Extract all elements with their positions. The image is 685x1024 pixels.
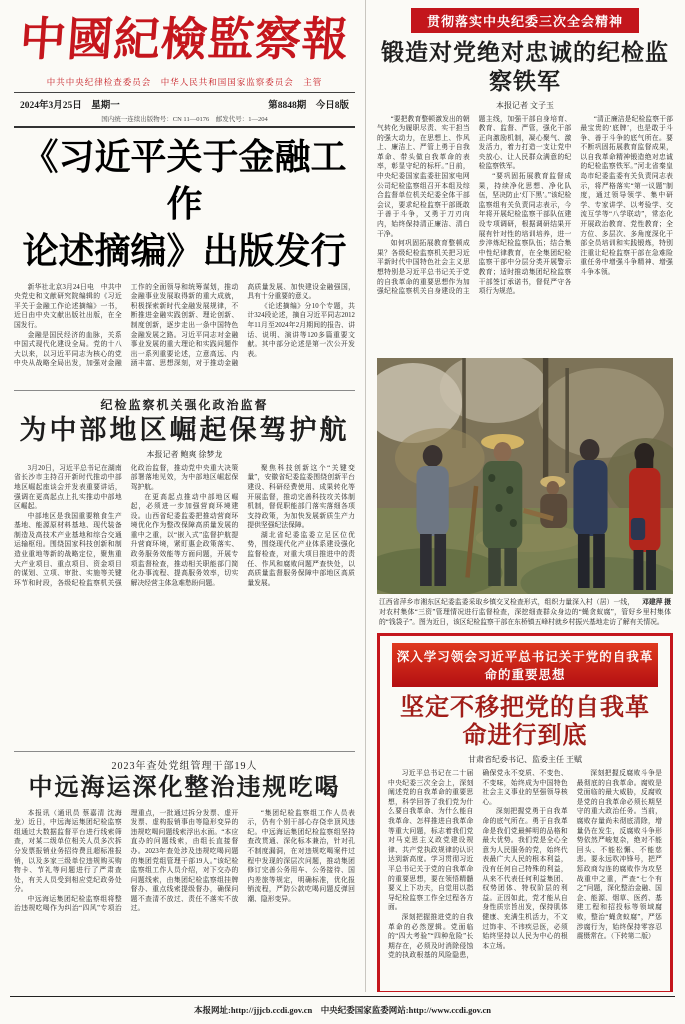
masthead-publication-number: 国内统一连续出版物号：CN 11—0176 邮发代号：1—204 bbox=[101, 116, 268, 124]
article-cosco-kicker: 2023年查处党组管理干部19人 bbox=[111, 760, 258, 772]
news-photo-image bbox=[377, 358, 673, 594]
article-paragraph: “要巩固拓展教育监督成果，持续净化思想、净化队伍，坚决防止‘灯下黑’。”该纪检监察组有关负责同志表示，今年将开展纪检监察干部队伍建设专项调研，根据调研结果开展有针对性的培训培养，进一步淬炼纪检监察队伍；结合集中性纪律教育，在全集团纪检监察干部中分层分类开展警示教育；适时推动集团纪检监察干部签订承诺书，督促严守各项行为规范。 bbox=[478, 173, 572, 296]
masthead-title: 中國紀檢監察報 bbox=[18, 14, 351, 65]
article-finance-excerpts bbox=[14, 134, 355, 382]
article-paragraph: 湖北省纪委监委立足区位优势，围绕现代化产业体系建设强化监督检查，对重大项目推进中的责任、作风和腐败问题严查快处，以高质量监督服务保障中部地区高质量发展。 bbox=[247, 531, 355, 587]
article-paragraph: 深刻把握反腐败斗争是最彻底的自我革命。腐败是党面临的最大威胁，反腐败是党的自我革命必须长期坚守的重大政治任务。当前，腐败存量尚未彻底清除，增量仍在发生，反腐败斗争形势依然严峻复杂，绝对不能回头、不能松懈、不能慈悲。要永远吹冲锋号，把严惩政商勾连的腐败作为攻坚战重中之重，严查“七个有之”问题，深化整治金融、国企、能源、烟草、医药、基建工程和招投标等领域腐败，整治“蝇贪蚁腐”，严惩涉腐行为，始终保持零容忍震慑常在。（下转第二版） bbox=[576, 770, 662, 941]
article-paragraph: “清正廉洁是纪检监察干部最宝贵的‘底牌’，也是敢于斗争、善于斗争的底气所在。要不断巩固拓展教育监督成果，以自我革命精神锻造绝对忠诚的纪检监察铁军。”河北省秦皇岛市纪委监委有关负责同志表示，将严格落实“第一议题”制度，通过领导领学、集中研学、专家讲学、以考验学、交流互学等“八学联动”，常态化开展政治教育、党性教育；全方位、多层次、多角度深化干部全员培训和实践锻炼，特别注重让纪检监察干部在急难险重任务中增强斗争精神、增强斗争本领。 bbox=[580, 115, 673, 276]
article-central-region-body bbox=[14, 464, 355, 744]
news-photo bbox=[377, 358, 673, 594]
feature-banner: 深入学习领会习近平总书记关于党的自我革命的重要思想 bbox=[392, 643, 658, 687]
masthead-supervisor-line: 中共中央纪律检查委员会 中华人民共和国国家监察委员会 主管 bbox=[46, 77, 323, 88]
article-paragraph: “要把教育整顿激发出的朝气转化为履职尽责、实干担当的强大动力，在思想上、作风上、廉洁上、严管上勇于自我革命、带头做自我革命的表率，彰显守纪的标杆。”日前，中央纪委国家监委驻国家电网公司纪检监察组召开本组及综合监督单位机关纪委全体干部会议，要求纪检监察干部既敢于善于斗争，又勇于刀刃向内，始终保持清正廉洁、清白干净。 bbox=[377, 115, 470, 238]
feature-body bbox=[388, 769, 662, 983]
right-column bbox=[365, 0, 685, 992]
masthead bbox=[14, 4, 355, 128]
article-finance-title bbox=[14, 134, 355, 274]
article-iron-army bbox=[377, 8, 673, 351]
photo-credit: 邓建萍 摄 bbox=[642, 598, 671, 606]
article-cosco-body bbox=[14, 809, 355, 992]
article-paragraph: 深刻把握党勇于自我革命的底气所在。勇于自我革命是我们党最鲜明的品格和最大优势。我们党是全心全意为人民服务的党，始终代表最广大人民的根本利益，没有任何自己特殊的利益，从来不代表任何利益集团、权势团体、特权阶层的利益。正因如此，党才能从自身性质宗旨出发，保持肌体健康、充满生机活力，不文过饰非、不讳疾忌医，必须始终坚持以人民为中心的根本立场。 bbox=[482, 808, 568, 950]
article-paragraph: 深刻把握推进党的自我革命的必然逻辑。党面临的“四大考验”“四种危险”长期存在，必须及时消除侵蚀党的执政根基的风险隐患，确保党永不变质、不变色、不变味，始终成为中国特色社会主义事业的坚强领导核心。 bbox=[388, 770, 568, 960]
masthead-date: 2024年3月25日 星期一 bbox=[20, 101, 120, 112]
article-paragraph: 习近平总书记在二十届中央纪委三次全会上，深刻阐述党的自我革命的重要思想，科学回答了我们党为什么要自我革命、为什么能自我革命、怎样推进自我革命等重大问题，标志着我们党对马克思主义政党建设规律、共产党执政规律的认识达到新高度。学习贯彻习近平总书记关于党的自我革命的重要思想，要在领悟精髓要义上下功夫，自觉用以指导纪检监察工作全过程各方面。 bbox=[388, 770, 474, 912]
article-central-region-kicker: 纪检监察机关强化政治监督 bbox=[100, 397, 269, 412]
feature-box-self-revolution bbox=[377, 633, 673, 993]
article-cosco-title: 中远海运深化整治违规吃喝 bbox=[28, 774, 341, 801]
page-footer bbox=[10, 996, 675, 1024]
masthead-rule bbox=[14, 126, 355, 128]
article-central-region bbox=[14, 396, 355, 744]
article-paragraph: 中部地区是我国重要粮食生产基地、能源原材料基地、现代装备制造及高技术产业基地和综合交通运输枢纽。围绕国家科技创新和制造业重地等新的战略定位，聚焦重大产业项目、重点项目、资金项目的谋划、立项、审批、实施等关键环节和时段，各级纪检监察机关强化政治监督，推动党中央重大决策部署落地见效，为中部地区崛起保驾护航。 bbox=[14, 464, 239, 587]
masthead-issue: 第8848期 今日8版 bbox=[268, 101, 349, 112]
article-central-region-title: 为中部地区崛起保驾护航 bbox=[19, 414, 350, 445]
article-paragraph: 中远海运集团纪检监察组将整治违规吃喝作为纠治“四风”专项治理重点，一批通过拆分发票、虚开发票、虚构报销事由等隐形变异的违规吃喝问题线索浮出水面。“本应直办的问题线索，由组长直接督办。2023年查处涉及违规吃喝问题的集团党组管理干部19人。”该纪检监察组工作人员介绍，对下交办的问题线索，由集团纪检监察组挂牌督办、重点线索提级督办，确保问题不查清不放过、责任不落实不放过。 bbox=[14, 809, 239, 913]
photo-caption-text: 江西省萍乡市湘东区纪委监委采取乡镇交叉检查形式，组织力量深入村（居）一线，对农村集体“三资”管理情况进行监督检查，深挖细查群众身边的“蝇贪蚁腐”，管好乡里村集体的“钱袋子”。图为近日，该区纪检监察干部在东桥镇五峰村就乡村振兴基地走访了解有关情况。 bbox=[379, 598, 671, 626]
article-iron-army-title: 锻造对党绝对忠诚的纪检监察铁军 bbox=[381, 40, 669, 94]
feature-byline: 甘肃省纪委书记、监委主任 王赋 bbox=[468, 755, 582, 765]
footer-urls: 本报网址:http://jjjcb.ccdi.gov.cn 中央纪委国家监委网站:http://www.ccdi.gov.cn bbox=[193, 1005, 492, 1015]
article-iron-army-body bbox=[377, 115, 673, 351]
feature-title: 坚定不移把党的自我革命进行到底 bbox=[400, 694, 650, 750]
photo-caption bbox=[379, 598, 671, 628]
article-paragraph: “集团纪检监察组工作人员表示，仍有个别干部心存侥幸顶风违纪。中远海运集团纪检监察组坚持查改贯通、深化标本兼治，针对孔不制度漏洞，在对违规吃喝案件过程中发现的深层次问题，推动集团修订完善公务用车、公务接待、国内差旅等规定，明确标准，优化报销流程，严防公款吃喝问题反弹回潮、隐形变异。 bbox=[247, 809, 355, 903]
article-finance-title-line2: 论述摘编》出版发行 bbox=[22, 229, 347, 271]
section-divider bbox=[14, 751, 355, 752]
article-paragraph: 在更高起点推动中部地区崛起，必须进一步加强营商环境建设。山西省纪委监委把推动营商环境优化作为整改保障高质量发展的重中之重，以“嵌入式”监督护航提升营商环境，紧盯惠企政策落实、政务服务效能等方面问题，开展专项监督检查，推动相关职能部门简化办事流程、提高服务效率，切实解决经营主体急难愁盼问题。 bbox=[130, 493, 239, 587]
article-paragraph: 金融是国民经济的血脉，关系中国式现代化建设全局。党的十八大以来，以习近平同志为核心的党中央从战略全局出发，加强对金融工作的全面领导和统筹谋划，推动金融事业发展取得新的重大成就，积极探索新时代金融发展规律，不断推进金融实践创新、理论创新、制度创新，逐步走出一条中国特色金融发展之路。习近平同志对金融事业发展的重大理论和实践问题作出一系列重要论述，立意高远、内涵丰富、思想深刻，对于推动金融高质量发展、加快建设金融强国，具有十分重要的意义。 bbox=[14, 283, 355, 368]
article-cosco bbox=[14, 757, 355, 992]
article-finance-body bbox=[14, 283, 355, 383]
article-paragraph: 如何巩固拓展教育整顿成果？各级纪检监察机关把习近平新时代中国特色社会主义思想特别是习近平总书记关于党的自我革命的重要思想作为加强纪检监察机关自身建设的主题主线，加强干部自身培育、教育、监督、严管，强化干部正向激励机制，凝心聚气、激发活力，着力打造一支让党中央放心、让人民群众满意的纪检监察铁军。 bbox=[377, 115, 572, 296]
article-central-region-byline: 本报记者 鲍爽 徐梦龙 bbox=[146, 449, 223, 459]
article-paragraph: 聚焦科技创新这个“关键变量”，安徽省纪委监委围绕创新平台建设、科研经费使用、成果转化等开展监督，推动完善科技攻关体制机制，督促职能部门落实落细各项支持政策，为加快发展新质生产力提供坚强纪法保障。 bbox=[247, 464, 355, 530]
article-iron-army-kicker: 贯彻落实中央纪委三次全会精神 bbox=[411, 8, 639, 33]
masthead-dateline bbox=[14, 92, 355, 112]
article-paragraph: 《论述摘编》分10个专题，共计324段论述，摘自习近平同志2012年11月至2024年2月期间的报告、讲话、说明、演讲等120多篇重要文献。其中部分论述是第一次公开发表。 bbox=[247, 302, 355, 358]
article-paragraph: 本报讯（通讯员 蔡嘉清 沈海龙）近日，中远海运集团纪检监察组通过大数据监督平台进行线索筛查，对某二级单位相关人员多次拆分发票报销业务招待费且超标准报销，以及多家三级单位违规购买购物卡、节礼等问题进行了严肃查处，有关人员受到相应党纪政务处分。 bbox=[14, 809, 122, 894]
article-iron-army-byline: 本报记者 文子玉 bbox=[496, 100, 554, 110]
article-finance-title-line1: 《习近平关于金融工作 bbox=[22, 136, 347, 225]
article-paragraph: 3月20日，习近平总书记在湖南省长沙市主持召开新时代推动中部地区崛起座谈会并发表重要讲话，强调在更高起点上扎实推动中部地区崛起。 bbox=[14, 464, 122, 511]
section-divider bbox=[14, 390, 355, 391]
article-paragraph: 新华社北京3月24日电 中共中央党史和文献研究院编辑的《习近平关于金融工作论述摘编》一书，近日由中央文献出版社出版，在全国发行。 bbox=[14, 283, 122, 330]
